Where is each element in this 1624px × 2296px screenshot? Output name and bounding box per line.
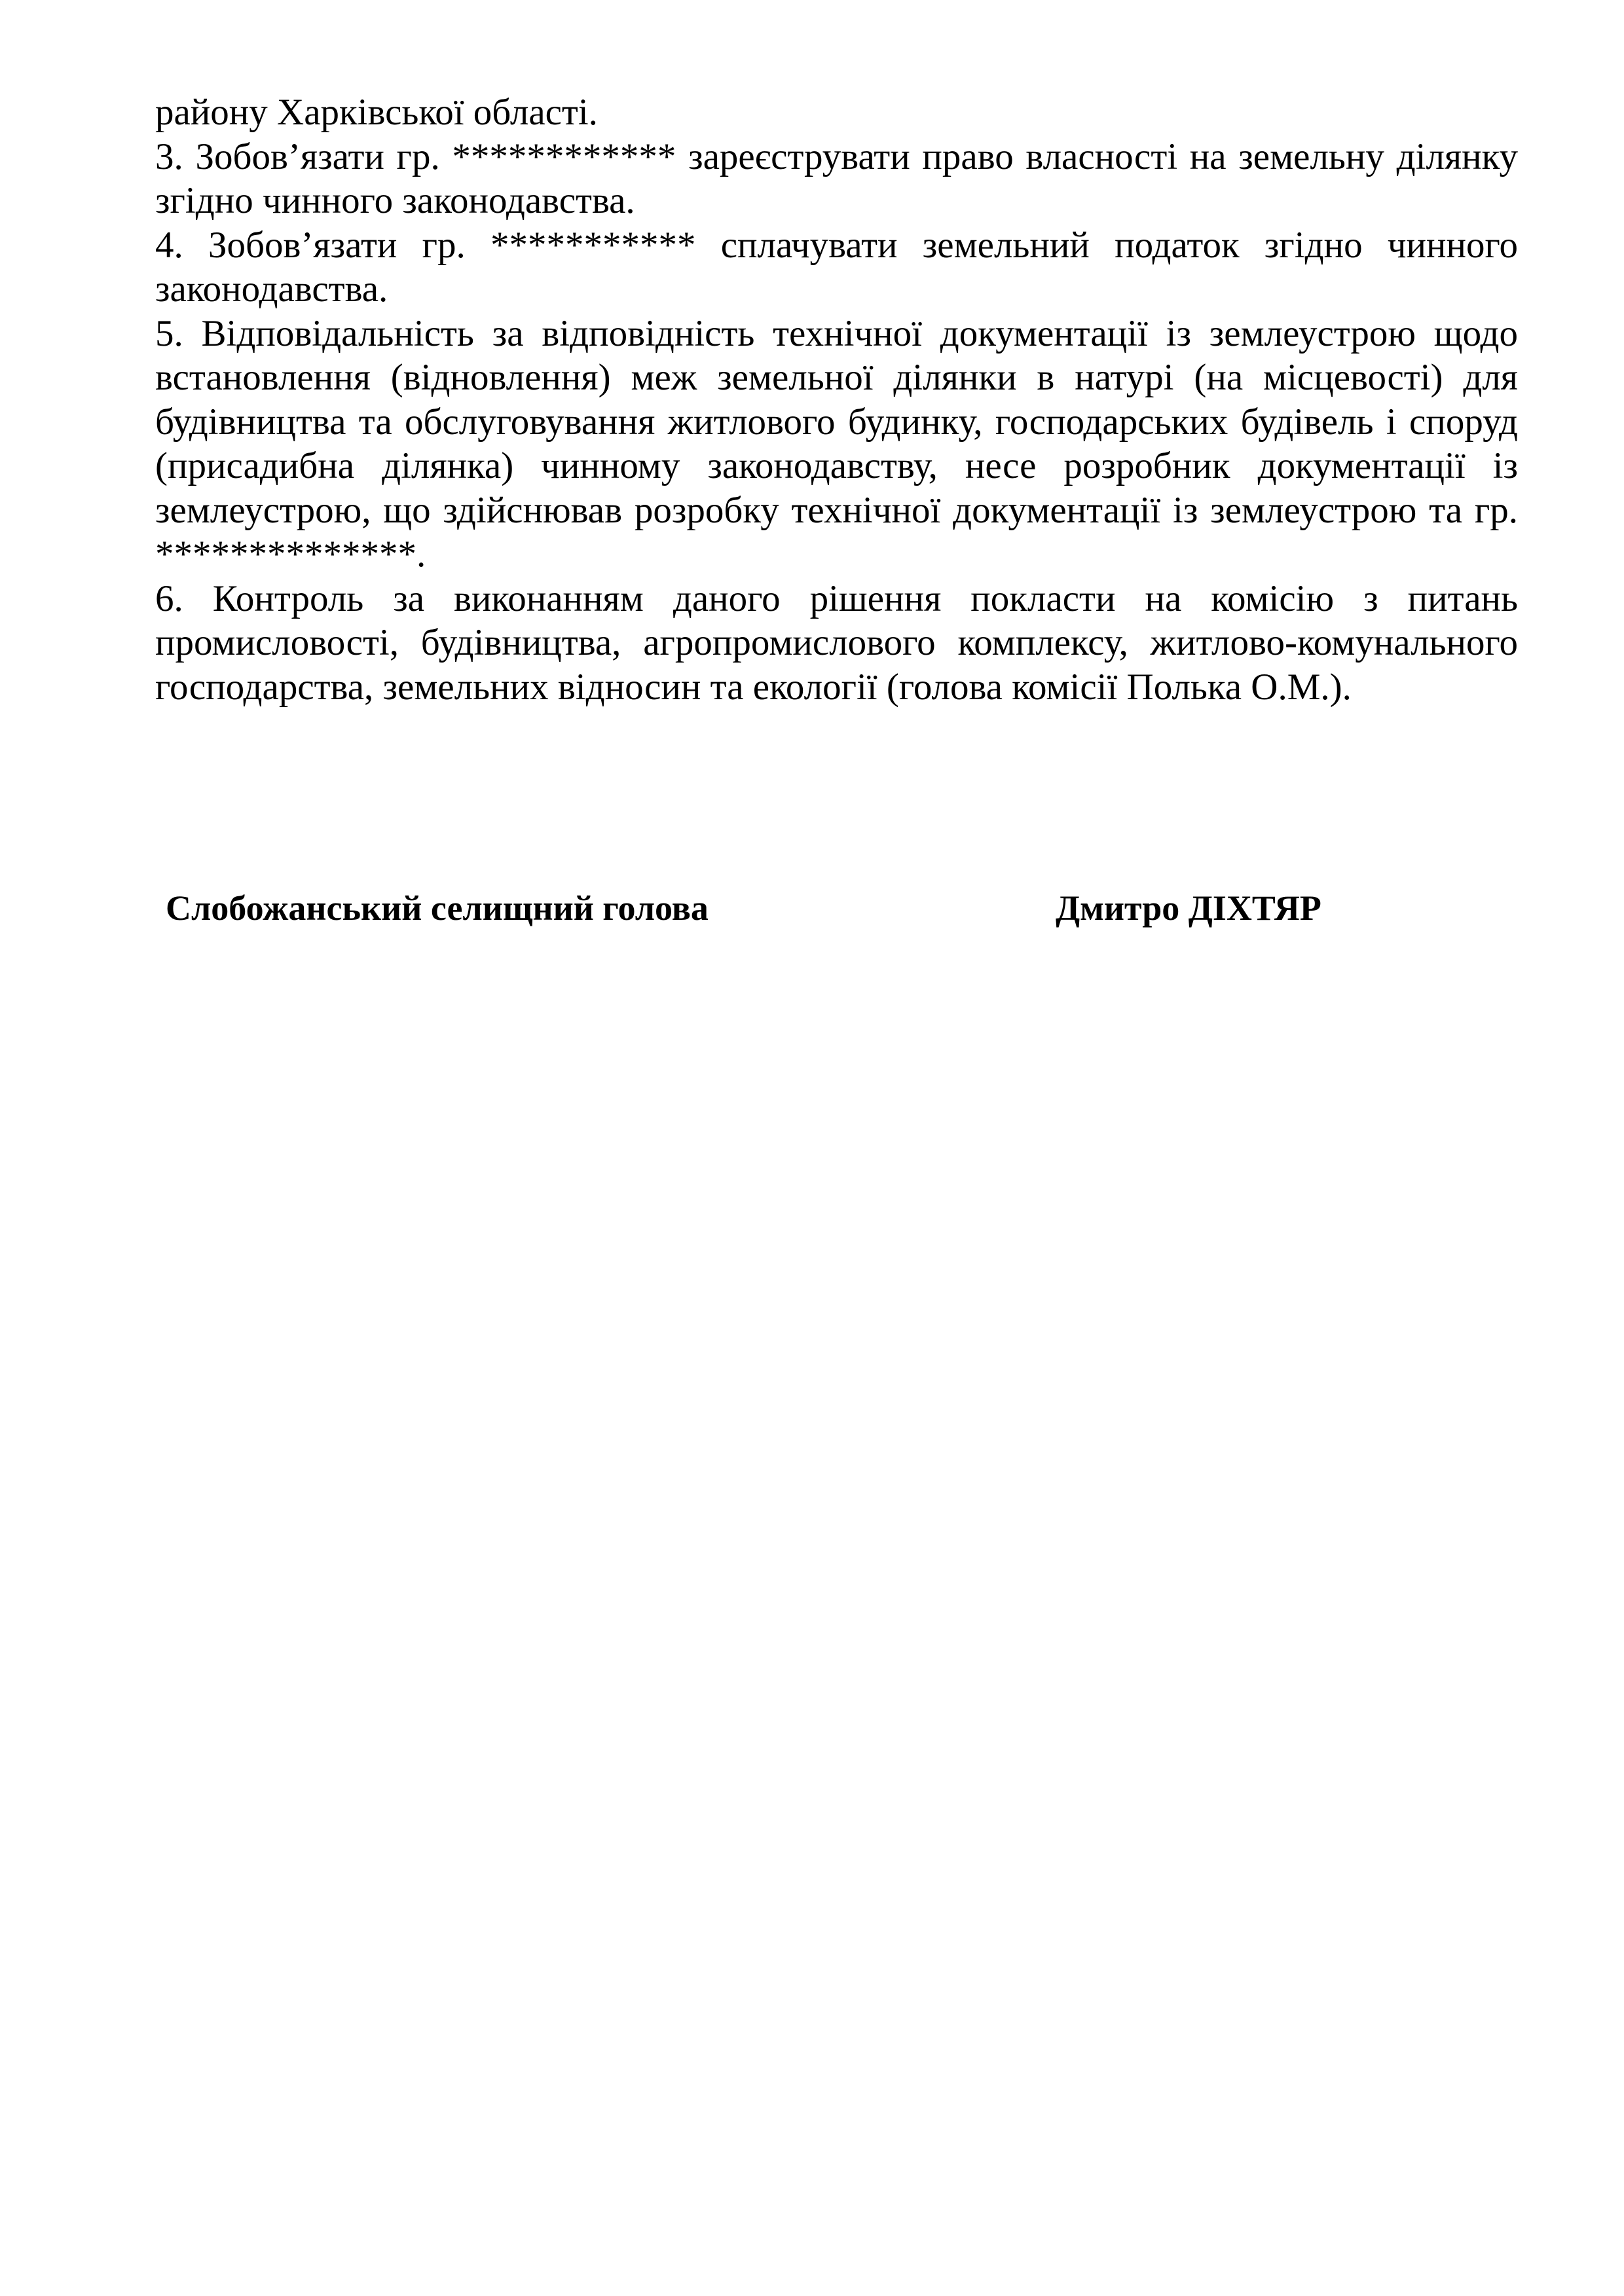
paragraph-district-continuation: району Харківської області. [155, 92, 598, 133]
signature-position-title: Слобожанський селищний голова [166, 888, 709, 928]
paragraph-item-3-register-ownership: 3. Зобов’язати гр. ************ зареєструвати право власності на земельну ділянку згідно чинного законодавства. [155, 136, 1518, 221]
paragraph-item-6-control: 6. Контроль за виконанням даного рішення покласти на комісію з питань промисловості, будівництва, агропромислового комплексу, житлово-комунального господарства, земельних відносин та екології (голова комісії Полька О.М.). [155, 577, 1518, 708]
decision-body-text [155, 90, 1518, 709]
paragraph-item-5-responsibility: 5. Відповідальність за відповідність технічної документації із землеустрою щодо встановлення (відновлення) меж земельної ділянки в натурі (на місцевості) для будівництва та обслуговування житлового будинку, господарських будівель і споруд (присадибна ділянка) чинному законодавству, несе розробник документації із землеустрою, що здійснював розробку технічної документації із землеустрою та гр. **************. [155, 312, 1518, 575]
signature-name: Дмитро ДІХТЯР [1056, 888, 1321, 928]
paragraph-item-4-land-tax: 4. Зобов’язати гр. *********** сплачувати земельний податок згідно чинного законодавства. [155, 224, 1518, 310]
